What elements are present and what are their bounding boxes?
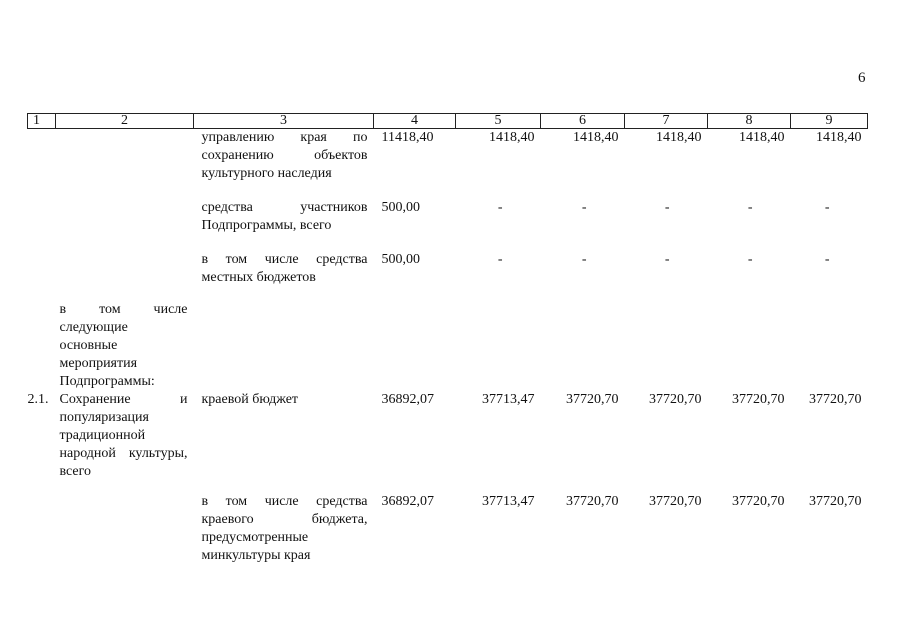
column-number: 1 [28, 114, 56, 129]
value-cell: - [581, 252, 587, 267]
row-number: 2.1. [27, 392, 49, 407]
value-cell [374, 301, 456, 391]
column-number: 4 [374, 114, 456, 129]
measure-name [56, 493, 194, 565]
column-number: 3 [194, 114, 374, 129]
value-cell [625, 301, 708, 391]
funding-source: краевой бюджет [201, 392, 299, 407]
measure-name: в том числе следующие основные мероприятия Подпрограммы: [59, 302, 188, 389]
value-cell: - [747, 252, 753, 267]
table-row [28, 251, 868, 301]
value-cell: 37720,70 [566, 392, 619, 407]
value-cell: 11418,40 [381, 130, 434, 145]
table-row [28, 391, 868, 493]
value-cell: 1418,40 [573, 130, 619, 145]
column-number: 8 [708, 114, 791, 129]
table-row [28, 199, 868, 251]
page-number: 6 [858, 70, 866, 86]
table-row [28, 301, 868, 391]
value-cell: 1418,40 [739, 130, 785, 145]
funding-source: управлению края по сохранению объектов культурного наследия [201, 130, 368, 181]
budget-table [27, 113, 868, 565]
value-cell: 37713,47 [482, 392, 535, 407]
value-cell: - [497, 252, 503, 267]
funding-source: средства участников Подпрограммы, всего [201, 200, 368, 233]
measure-name [56, 129, 194, 200]
value-cell: 37720,70 [649, 392, 702, 407]
column-number: 6 [541, 114, 625, 129]
value-cell: 1418,40 [656, 130, 702, 145]
value-cell: 37720,70 [809, 494, 862, 509]
value-cell: - [664, 252, 670, 267]
value-cell: 37720,70 [809, 392, 862, 407]
column-number: 7 [625, 114, 708, 129]
value-cell: - [824, 252, 830, 267]
measure-name [56, 251, 194, 301]
value-cell: 37720,70 [732, 494, 785, 509]
column-number-row [28, 114, 868, 129]
funding-source: в том числе средства краевого бюджета, предусмотренные минкультуры края [201, 494, 368, 563]
value-cell: - [664, 200, 670, 215]
row-number [28, 493, 56, 565]
table-row [28, 493, 868, 565]
funding-source [194, 301, 374, 391]
table-row [28, 129, 868, 200]
row-number [28, 199, 56, 251]
value-cell [708, 301, 791, 391]
value-cell: - [581, 200, 587, 215]
column-number: 5 [456, 114, 541, 129]
value-cell: - [824, 200, 830, 215]
value-cell [791, 301, 868, 391]
value-cell: - [497, 200, 503, 215]
column-number: 9 [791, 114, 868, 129]
value-cell: 36892,07 [381, 494, 434, 509]
column-number: 2 [56, 114, 194, 129]
row-number [28, 251, 56, 301]
value-cell: 1418,40 [489, 130, 535, 145]
row-number [28, 129, 56, 200]
value-cell [541, 301, 625, 391]
row-number [28, 301, 56, 391]
value-cell: 1418,40 [816, 130, 862, 145]
value-cell: - [747, 200, 753, 215]
value-cell: 37720,70 [732, 392, 785, 407]
funding-source: в том числе средства местных бюджетов [201, 252, 368, 285]
value-cell: 36892,07 [381, 392, 434, 407]
value-cell: 37720,70 [566, 494, 619, 509]
value-cell [456, 301, 541, 391]
measure-name [56, 199, 194, 251]
value-cell: 37720,70 [649, 494, 702, 509]
value-cell: 500,00 [381, 200, 420, 215]
measure-name: Сохранение и популяризация традиционной народной культуры, всего [59, 392, 188, 479]
value-cell: 37713,47 [482, 494, 535, 509]
value-cell: 500,00 [381, 252, 420, 267]
